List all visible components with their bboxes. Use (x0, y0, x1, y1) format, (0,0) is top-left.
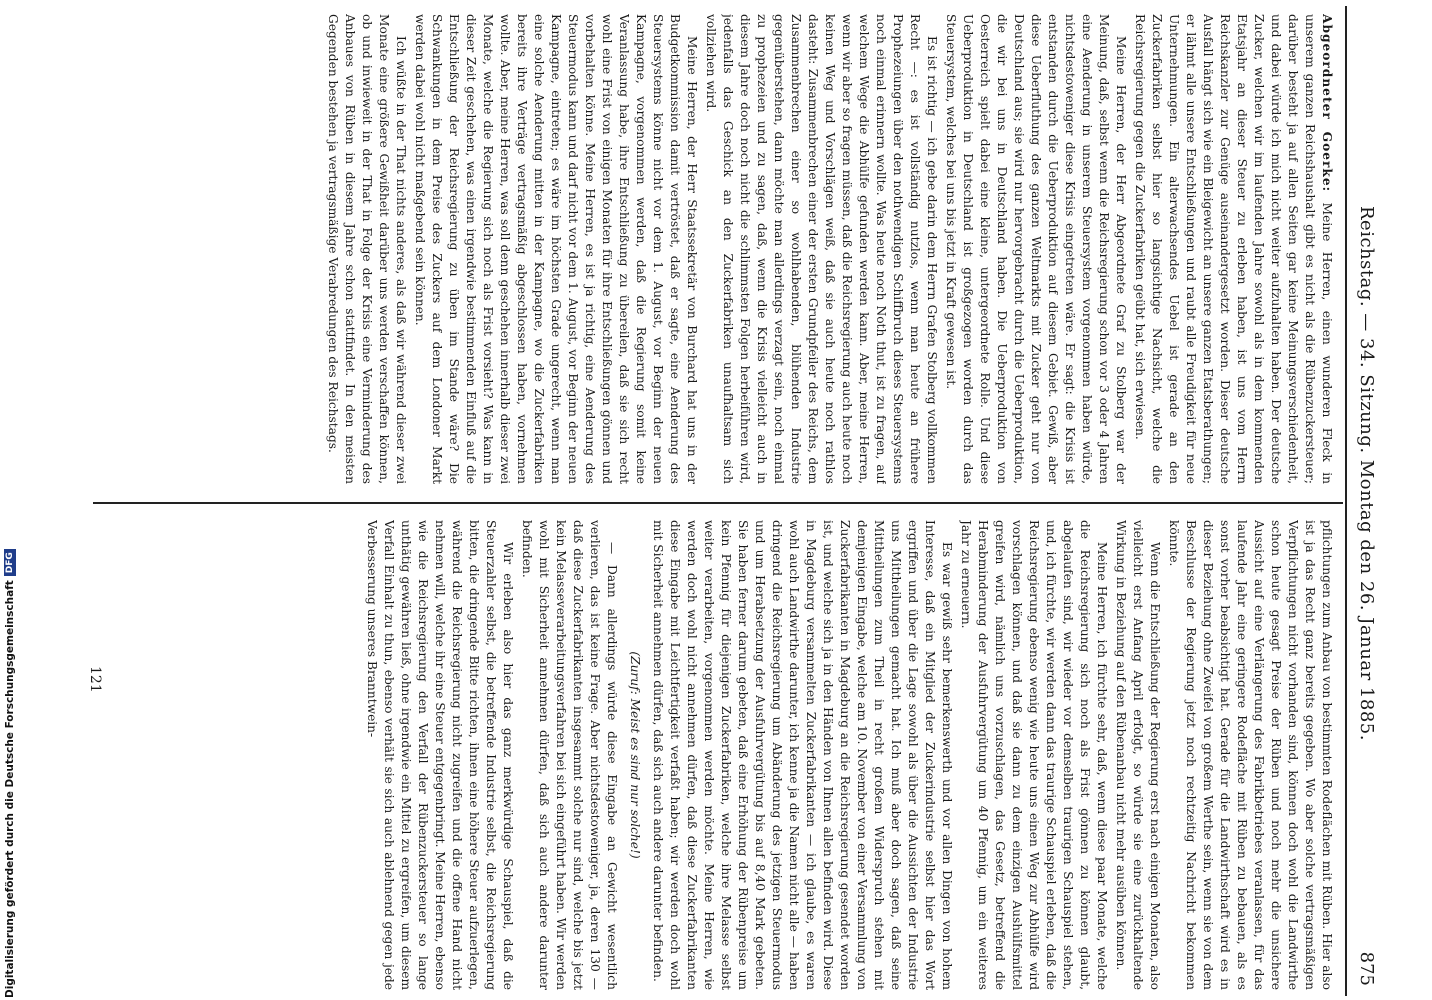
paragraph: — Dann allerdings würde diese Eingabe an Gewicht wesentlich verlieren, das ist keine Frage. Aber nichtsdestoweniger, ja, deren 130 — daß diese Zuckerfabrikanten insgesammt solche nur sind, welche bis jetzt kein Melasseverarbeitungsverfahren bei sich eingeführt haben. Wir werden wohl mit Sicherheit annehmen dürfen, daß sich auch andere darunter befinden. (520, 520, 619, 990)
paragraph: Ich wüßte in der That nichts anderes, als daß wir während dieser zwei Monate eine größere Gewißheit darüber uns werden verschaffen können, ob und inwieweit in der That in Folge der Krisis eine Verminderung des Anbaues von Rüben in diesem Jahre schon stattfindet. In den meisten Gegenden bestehen ja vertragsmäßige Verabredungen des Reichstags. (326, 14, 408, 484)
paragraph: Es ist richtig — ich gebe darin dem Herrn Grafen Stolberg vollkommen Recht —: es ist vollständig nutzlos, wenn man heute an frühere Prophezeiungen über den nothwendigen Schiffbruch dieses Steuersystems noch einmal erinnern wollte. Was heute noch Noth thut, ist zu fragen, auf welchem Wege die Abhülfe gefunden werden kann. Aber, meine Herren, wenn wir aber so fragen müssen, daß die Reichsregierung auch heute noch keinen Weg und Vorschlägen weiß, daß sie auch heute noch rathlos dasteht: Zusammenbrechen einer der ersten Grundpfeiler des Reichs, dem Zusammenbrechen einer so wohlhabenden, blühenden Industrie gegenüberstehen, dann möchte man allerdings verzagt sein, noch einmal zu prophezeien und zu sagen, daß, wenn die Krisis vielleicht auch in diesem Jahre doch noch nicht die schlimmsten Folgen herbeiführen wird, jedenfalls das Geschick an den Zuckerfabriken unaufhaltsam sich vollziehen wird. (704, 14, 939, 484)
page-number: 875 (1356, 951, 1377, 986)
header-rule (1345, 6, 1347, 996)
paragraph: Meine Herren, der Herr Staatssekretär von Burchard hat uns in der Budgetkommission damit vertröstet, daß er sagte, eine Aenderung des Steuersystems könne nicht vor dem 1. August, vor Beginn der neuen Kampagne, vorgenommen werden, daß die Regierung somit keine Veranlassung habe, ihre Entschließung zu übereilen, daß sie sich recht wohl eine Frist von einigen Monaten für ihre Entschließungen gönnen und vorbehalten könne. Meine Herren, es ist ja richtig, eine Aenderung des Steuermodus kann und darf nicht vor dem 1. August, vor Beginn der neuen Kampagne, eintreten; es wäre im höchsten Grade ungerecht, wenn man eine solche Aenderung mitten in der Kampagne, wo die Zuckerfabriken bereits ihre Verträge vertragsmäßig abgeschlossen haben, vornehmen wollte. Aber, meine Herren, was soll denn geschehen innerhalb dieser zwei Monate, welche die Regierung sich noch als Frist vorsieht? Was kann in dieser Zeit geschehen, was einen irgendwie bestimmenden Einfluß auf die Entschließung der Reichsregierung zu üben im Stande wäre? Die Schwankungen in dem Preise des Zuckers auf dem Londoner Markt werden dabei wohl nicht maßgebend sein können. (413, 14, 699, 484)
interjection: (Zuruf: Meist es sind nur solche!) (628, 651, 642, 859)
paragraph: Es war gewiß sehr bemerkenswerth und vor allen Dingen von hohem Interesse, daß ein Mitglied der Zuckerindustrie selbst hier das Wort ergriffen und über die Lage sowohl als über die Aussichten der Industrie uns Mittheilungen gemacht hat. Ich muß aber doch sagen, daß seine Mittheilungen zum Theil in recht großem Widerspruch stehen mit demjenigen Eingabe, welche am 10. November von einer Versammlung von Zuckerfabrikanten in Magdeburg an die Reichsregierung gesendet worden ist, und welche sich ja in den Händen von Ihnen allen befinden wird. Diese in Magdeburg versammelten Zuckerfabrikanten — ich glaube, es waren wohl auch Landwirthe darunter, ich kenne ja die Namen nicht alle — haben dringend die Reichsregierung um Abänderung des jetzigen Steuermodus und um Herabsetzung der Ausfuhrvergütung bis auf 8,40 Mark gebeten. Sie haben ferner darum gebeten, daß eine Erhöhung der Rübenpreise um kein Pfennig für diejenigen Zuckerfabriken, welche ihre Melasse selbst weiter verarbeiten, vorgenommen werden möchte. Meine Herren, wie werden doch wohl nicht annehmen dürfen, daß diese Zuckerfabrikanten diese Eingabe mit Leichtfertigkeit verfaßt haben; wir werden doch wohl mit Sicherheit annehmen dürfen, daß sich auch andere darunter befinden. (651, 520, 954, 990)
credit-text: Digitalisierung gefördert durch die Deutsche Forschungsgemeinschaft (4, 580, 16, 998)
dfg-logo-icon: DFG (4, 549, 16, 576)
document-page (83, 6, 1383, 996)
paragraph (1131, 14, 1335, 484)
speaker-name: Abgeordneter Goerke: (1320, 14, 1334, 193)
paragraph: Meine Herren, der Herr Abgeordnete Graf zu Stolberg war der Meinung, daß, selbst wenn die Reichsregierung schon vor 3 oder 4 Jahren eine Aenderung in unserem Steuersystem vorgenommen haben würde, nichtsdestoweniger diese Krisis eingetreten wäre. Er sagt: die Krisis ist entstanden durch die Ueberproduktion auf diesem Gebiet. Gewiß, aber diese Ueberfluthung des ganzen Weltmarkts mit Zucker geht nur von Deutschland aus; sie wird nur hervorgebracht durch die Ueberproduktion, die wir bei uns in Deutschland haben. Die Ueberproduktion von Oesterreich spielt dabei eine kleine, untergeordnete Rolle. Und diese Ueberproduktion in Deutschland ist großgezogen worden durch das Steuersystem, welches bei uns bis jetzt in Kraft gewesen ist. (944, 14, 1128, 484)
running-title: Reichstag. — 34. Sitzung. Montag den 26. Januar 1885. (1356, 206, 1377, 741)
left-column (135, 14, 1335, 484)
paragraph: Wir erleben also hier das ganz merkwürdige Schauspiel, daß die Steuerzahler selbst, die betreffende Industrie selbst, die Reichsregierung bitten, die dringende Bitte richten, ihnen eine höhere Steuer aufzuerlegen, während die Reichsregierung nicht zugreifen und die offene Hand nicht nehmen will, welche ihr eine Steuer entgegenbringt. Meine Herren, ebenso wie die Reichsregierung den Verfall der Rübenzuckersteuer so lange unthätig gewähren ließ, ohne irgendwie ein Mittel zu ergreifen, um diesem Verfall Einhalt zu thun, ebenso verhält sie sich auch ablehnend gegen jede Verbesserung unseres Branntwein- (365, 520, 515, 990)
digitization-credit (4, 0, 18, 998)
column-divider (93, 502, 1343, 504)
paragraph-text: Meine Herren, einen wunderen Fleck in unserem ganzen Reichshaushalt gibt es nicht als die Rübenzuckersteuer; darüber besteht ja auf allen Seiten gar keine Meinungsverschiedenheit, und dabei würde ich mich nicht weiter aufzuhalten haben. Der deutsche Zucker, welchen wir im laufenden Jahre sowohl als in dem kommenden Etatsjahr an dieser Steuer zu erleben haben, ist uns vom Herrn Reichskanzler zur Genüge auseinandergesetzt worden. Dieser deutsche Ausfall hängt sich wie ein Bleigewicht an unsere ganzen Etatsberathungen; er lähmt alle unsere Entschließungen und raubt alle Freudigkeit für neue Unternehmungen. Ein alterwachsendes Uebel ist gerade an den Zuckerfabriken selbst hier so langsichtige Nachsicht, welche die Reichsregierung gegen die Zuckerfabriken geübt hat, sich erwiesen. (1133, 14, 1334, 484)
right-column (135, 520, 1335, 990)
paragraph: Meine Herren, ich fürchte sehr, daß, wenn diese paar Monate, welche die Reichsregierung sich noch als Frist gönnen zu können glaubt, abgelaufen sind, wir wieder vor demselben traurigen Schauspiel stehen, und, ich fürchte, wir werden dann das traurige Schauspiel erleben, daß die Reichsregierung ebenso wenig wie heute uns einen Weg zur Abhülfe wird vorschlagen können, und daß sie dann zu dem einzigen Aushülfsmittel greifen wird, nämlich uns vorzuschlagen, das Gesetz, betreffend die Herabminderung der Ausfuhrvergütung um 40 Pfennig, um ein weiteres Jahr zu erneuern. (959, 520, 1109, 990)
footer-number: 121 (87, 666, 103, 693)
page-header (1349, 6, 1383, 996)
paragraph: Wenn die Entschließung der Regierung erst nach einigen Monaten, also vielleicht erst Anfang April erfolgt, so würde sie eine zurückhaltende Wirkung in Beziehung auf den Rübenanbau nicht mehr ausüben können. (1114, 520, 1162, 990)
paragraph: pflichtungen zum Anbau von bestimmten Rodeflächen mit Rüben. Hier also ist ja das Recht ganz bereits gegeben. Wo aber solche vertragsmäßigen Verpflichtungen nicht vorhanden sind, können doch wohl die Landwirthe schon heute gesagt Preise der Rüben und noch mehr die unsichere Aussicht auf eine Verlängerung des Fabrikbetriebes veranlassen, für das laufende Jahr eine geringere Rodefläche mit Rüben zu bebauen, als es sonst vorher beabsichtigt hat. Gerade für die Landwirthschaft wird es in dieser Beziehung ohne Zweifel von großem Werthe sein, wenn sie von dem Beschlusse der Regierung jetzt noch rechtzeitig Nachricht bekommen könnte. (1167, 520, 1334, 990)
